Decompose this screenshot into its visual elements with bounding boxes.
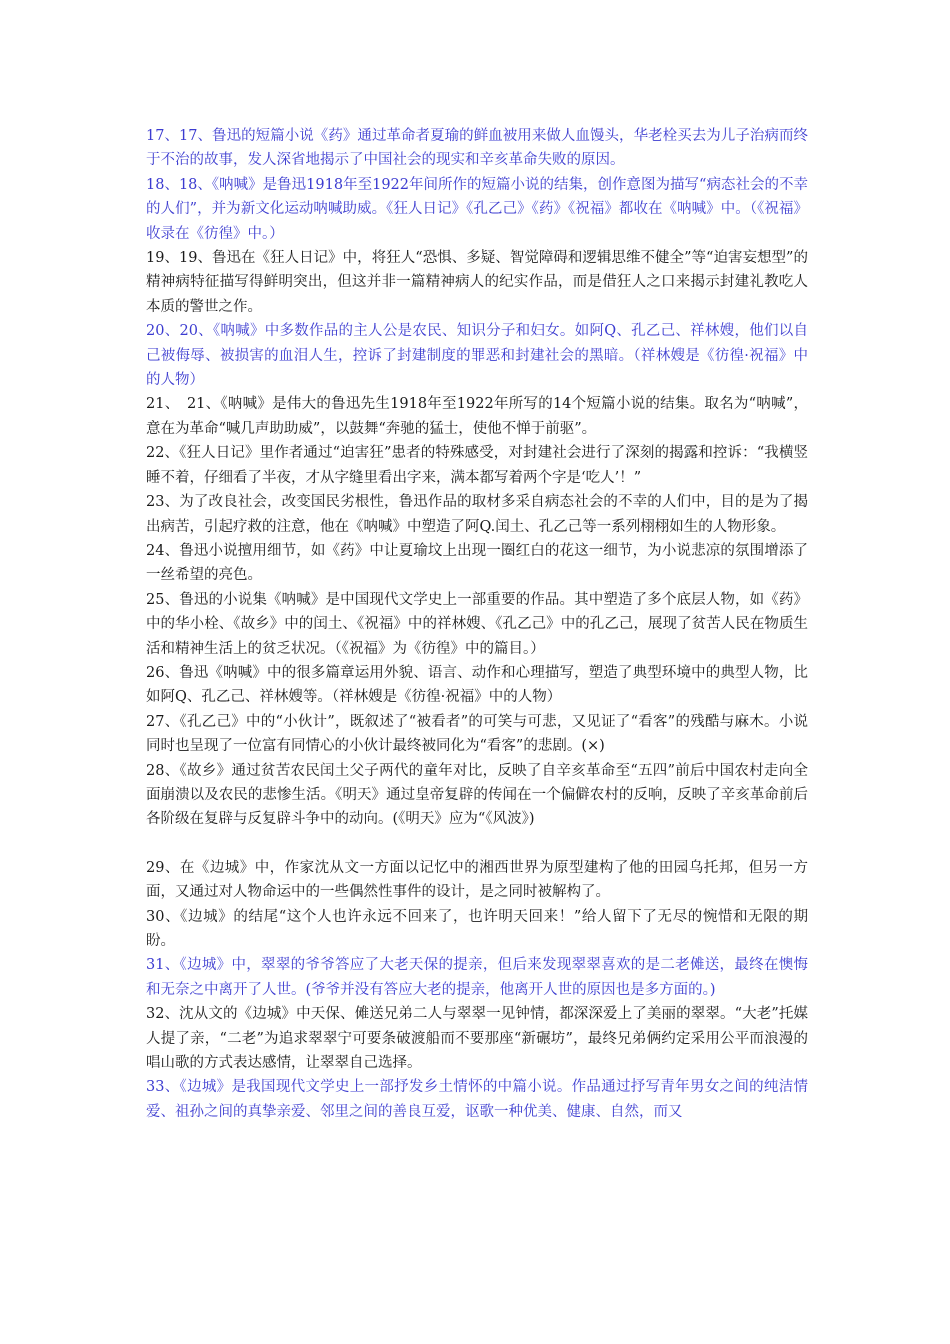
item-24: 24、鲁迅小说擅用细节，如《药》中让夏瑜坟上出现一圈红白的花这一细节，为小说悲凉的氛围增添了一丝希望的亮色。 [146,542,808,584]
item-28: 28、《故乡》通过贫苦农民闰土父子两代的童年对比，反映了自辛亥革命至“五四”前后中国农村走向全面崩溃以及农民的悲惨生活。《明天》通过皇帝复辟的传闻在一个偏僻农村的反响，反映了辛亥革命前后各阶级在复辟与反复辟斗争中的动向。(《明天》应为“《风波》) [146,762,808,828]
item-18: 18、18、《呐喊》是鲁迅1918年至1922年间所作的短篇小说的结集，创作意图为描写“病态社会的不幸的人们”，并为新文化运动呐喊助威。《狂人日记》《孔乙己》《药》《祝福》都收在《呐喊》中。（《祝福》收录在《彷徨》中。） [146,176,808,242]
item-21: 21、 21、《呐喊》是伟大的鲁迅先生1918年至1922年所写的14个短篇小说的结集。取名为“呐喊”，意在为革命“喊几声助助威”，以鼓舞“奔驰的猛士，使他不惮于前驱”。 [146,396,808,437]
item-29: 29、在《边城》中，作家沈从文一方面以记忆中的湘西世界为原型建构了他的田园乌托邦，但另一方面，又通过对人物命运中的一些偶然性事件的设计，是之同时被解构了。 [146,859,808,901]
item-20: 20、20、《呐喊》中多数作品的主人公是农民、知识分子和妇女。如阿Q、孔乙己、祥林嫂，他们以自己被侮辱、被损害的血泪人生，控诉了封建制度的罪恶和封建社会的黑暗。（祥林嫂是《彷徨·祝福》中的人物） [146,323,808,389]
item-32: 32、沈从文的《边城》中天保、傩送兄弟二人与翠翠一见钟情，都深深爱上了美丽的翠翠。“大老”托媒人提了亲，“二老”为追求翠翠宁可要条破渡船而不要那座“新碾坊”，最终兄弟俩约定采用公平而浪漫的唱山歌的方式表达感情，让翠翠自己选择。 [146,1006,808,1072]
item-30: 30、《边城》的结尾“这个人也许永远不回来了，也许明天回来！”给人留下了无尽的惋惜和无限的期盼。 [146,908,808,949]
item-23: 23、为了改良社会，改变国民劣根性，鲁迅作品的取材多采自病态社会的不幸的人们中，目的是为了揭出病苦，引起疗救的注意，他在《呐喊》中塑造了阿Q.闰土、孔乙己等一系列栩栩如生的人物形象。 [146,494,808,535]
paragraph-gap [146,832,808,856]
item-19: 19、19、鲁迅在《狂人日记》中，将狂人“恐惧、多疑、智觉障碍和逻辑思维不健全”等“迫害妄想型”的精神病特征描写得鲜明突出，但这并非一篇精神病人的纪实作品，而是借狂人之口来揭示封建礼教吃人本质的警世之作。 [146,250,808,315]
item-33: 33、《边城》是我国现代文学史上一部抒发乡土情怀的中篇小说。作品通过抒写青年男女之间的纯洁情爱、祖孙之间的真挚亲爱、邻里之间的善良互爱，讴歌一种优美、健康、自然，而又 [146,1079,808,1120]
document-body [146,124,808,1124]
item-17: 17、17、鲁迅的短篇小说《药》通过革命者夏瑜的鲜血被用来做人血馒头，华老栓买去为儿子治病而终于不治的故事，发人深省地揭示了中国社会的现实和辛亥革命失败的原因。 [146,128,808,169]
item-22: 22、《狂人日记》里作者通过“迫害狂”患者的特殊感受，对封建社会进行了深刻的揭露和控诉：“我横竖睡不着，仔细看了半夜，才从字缝里看出字来，满本都写着两个字是‘吃人’！” [146,445,808,486]
item-31: 31、《边城》中，翠翠的爷爷答应了大老天保的提亲，但后来发现翠翠喜欢的是二老傩送，最终在懊悔和无奈之中离开了人世。(爷爷并没有答应大老的提亲，他离开人世的原因也是多方面的。) [146,957,808,998]
item-25: 25、鲁迅的小说集《呐喊》是中国现代文学史上一部重要的作品。其中塑造了多个底层人物，如《药》中的华小栓、《故乡》中的闰土、《祝福》中的祥林嫂、《孔乙己》中的孔乙己，展现了贫苦人民在物质生活和精神生活上的贫乏状况。（《祝福》为《彷徨》中的篇目。） [146,591,808,657]
item-26: 26、鲁迅《呐喊》中的很多篇章运用外貌、语言、动作和心理描写，塑造了典型环境中的典型人物，比如阿Q、孔乙己、祥林嫂等。（祥林嫂是《彷徨·祝福》中的人物） [146,664,808,706]
item-27: 27、《孔乙己》中的“小伙计”，既叙述了“被看者”的可笑与可悲，又见证了“看客”的残酷与麻木。小说同时也呈现了一位富有同情心的小伙计最终被同化为“看客”的悲剧。(×) [146,713,808,755]
